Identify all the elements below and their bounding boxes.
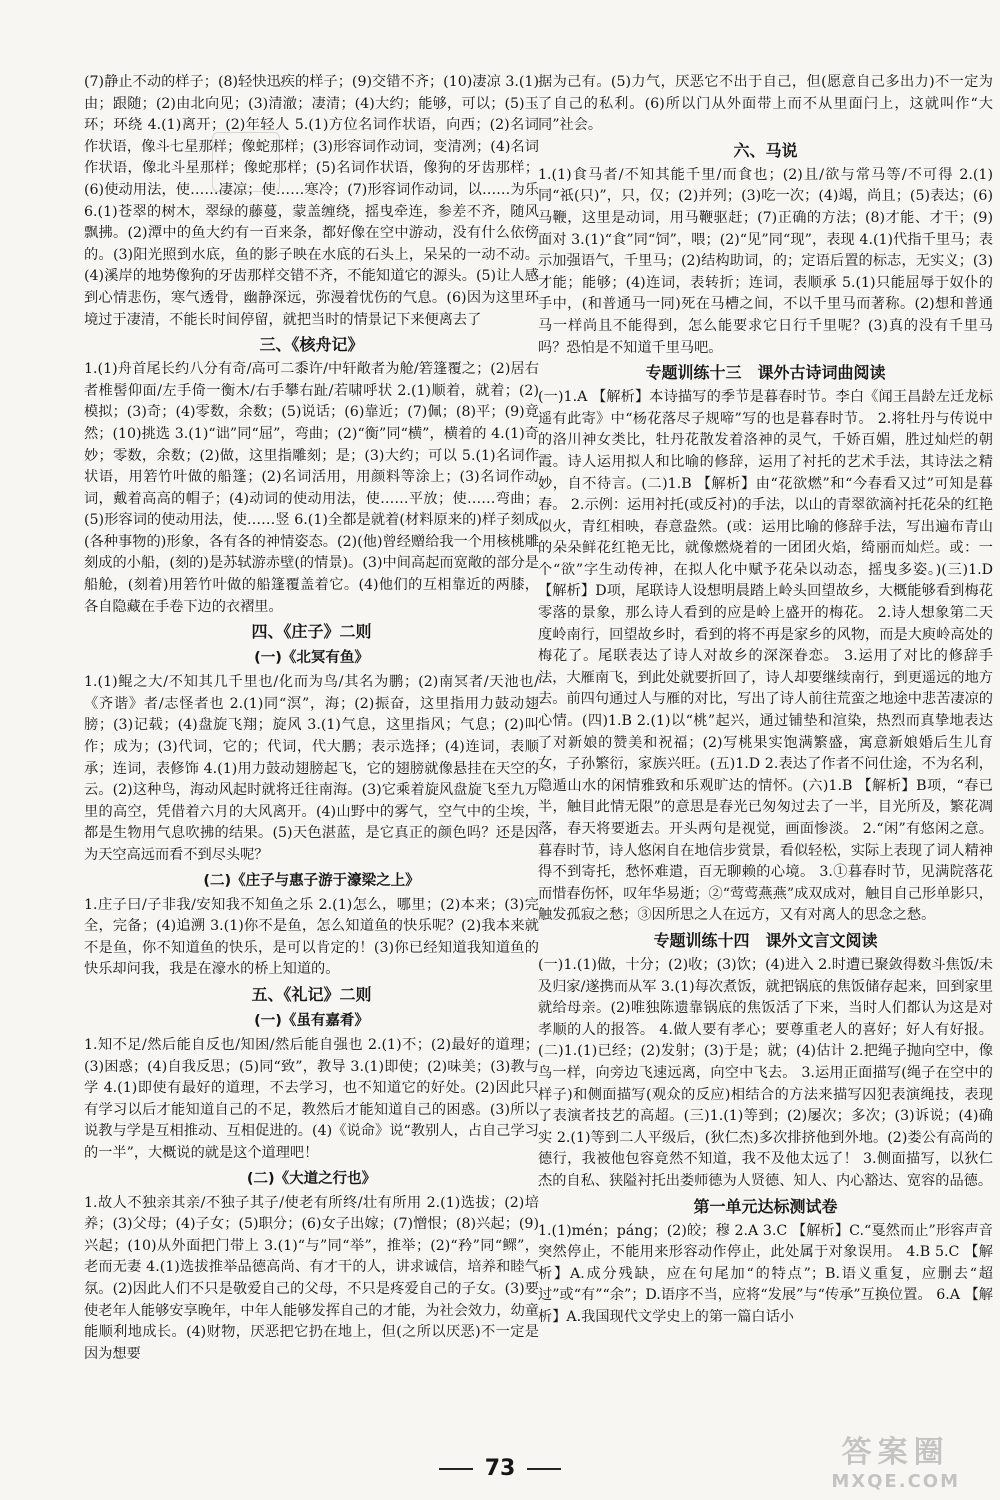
page-number-text: 73	[484, 1456, 516, 1481]
faded-stamp	[212, 132, 280, 192]
watermark-url: MXQE.COM	[831, 1471, 960, 1492]
section-heading: 四、《庄子》二则	[251, 622, 372, 642]
subsection-heading: (一)《北冥有鱼》	[254, 650, 369, 667]
section-heading: 六、马说	[733, 140, 798, 160]
answer-paragraph: 1.故人不独亲其亲/不独子其子/使老有所终/壮有所用 2.(1)选拔；(2)培养；(3)父母；(4)子女；(5)职分；(6)女子出嫁；(7)憎恨；(8)兴起；(9)兴起；(10)从外面把门带上 3.(1)“与”同“举”，推举；(2)“矜”同“鳏”，老而无妻 4.(1)选拔推举品德高尚、有才干的人，讲求诚信，培养和睦气氛。(2)因此人们不只是敬爱自己的父母，不只是疼爱自己的子女。(3)要使老年人能够安享晚年，中年人能够发挥自己的才能，为社会效力，幼童能顺利地成长。(4)财物，厌恶把它扔在地上，但(之所以厌恶)不一定是因为想要	[84, 1194, 539, 1362]
section-heading: 第一单元达标测试卷	[693, 1196, 838, 1216]
answer-paragraph: (一)1.(1)做，十分；(2)收；(3)饮；(4)进入 2.时遭已聚敛得数斗焦饭/未及归家/遂携而从军 3.(1)每次煮饭，就把锅底的焦饭储存起来，回到家里就给母亲。(2)唯独陈遗靠锅底的焦饭活了下来，当时人们都认为这是对孝顺的人的报答。 4.做人要有孝心；要尊重老人的喜好；好人有好报。(二)1.(1)已经；(2)发射；(3)于是；就；(4)估计 2.把绳子抛向空中，像鸟一样，向旁边飞速远离，向空中飞去。 3.运用正面描写(绳子在空中的样子)和侧面描写(观众的反应)相结合的方法来描写囚犯表演绳技，表现了表演者技艺的高超。(三)1.(1)等到；(2)屡次；多次；(3)诉说；(4)确实 2.(1)等到二人平级后，(狄仁杰)多次排挤他到外地。(2)娄公有高尚的德行，我被他包容竟然不知道，我不及他太远了！ 3.侧面描写，以狄仁杰的自私、狭隘衬托出娄师德为人贤德、知人、内心豁达、宽容的品德。	[538, 956, 993, 1189]
answer-paragraph: 1.知不足/然后能自反也/知困/然后能自强也 2.(1)不；(2)最好的道理；(3)困惑；(4)自我反思；(5)同“致”，教导 3.(1)即使；(2)味美；(3)教与学 4.(1)即使有最好的道理，不去学习，也不知道它的好处。(2)因此只有学习以后才能知道自己的不足，教然后才能知道自己的困惑。(3)所以说教与学是互相推动、互相促进的。(4)《说命》说“教别人，占自己学习的一半”，大概说的就是这个道理吧！	[84, 1036, 539, 1161]
right-column	[538, 72, 993, 1328]
answer-paragraph: 1.(1)mén；páng；(2)皎；穆 2.A 3.C 【解析】C.“戛然而止”形容声音突然停止，不能用来形容动作停止，此处属于对象误用。 4.B 5.C 【解析】A.成分残缺，应在句尾加“的特点”；B.语义重复，应删去“超过”或“有”“余”；D.语序不当，应将“发展”与“传承”互换位置。 6.A 【解析】A.我国现代文学史上的第一篇白话小	[538, 1222, 993, 1325]
answer-paragraph: (7)静止不动的样子；(8)轻快迅疾的样子；(9)交错不齐；(10)凄凉 3.(1)由；跟随；(2)由北向见；(3)清澈；凄清；(4)大约；能够，可以；(5)玉环；环绕 4.(1)离开；(2)年轻人 5.(1)方位名词作状语，向西；(2)名词作状语，像斗七星那样；像蛇那样；(3)形容词作动词，变清冽；(4)名词作状语，像北斗星那样；像蛇那样；(5)名词作状语，像狗的牙齿那样；(6)使动用法，使……凄凉；使……寒冷；(7)形容词作动词，以……为乐 6.(1)苍翠的树木，翠绿的藤蔓，蒙盖缠绕，摇曳牵连，参差不齐，随风飘拂。(2)潭中的鱼大约有一百来条，都好像在空中游动，没有什么依傍的。(3)阳光照到水底，鱼的影子映在水底的石头上，呆呆的一动不动。(4)溪岸的地势像狗的牙齿那样交错不齐，不能知道它的源头。(5)让人感到心情悲伤，寒气透骨，幽静深远，弥漫着忧伤的气息。(6)因为这里环境过于凄清，不能长时间停留，就把当时的情景记下来便离去了	[84, 74, 539, 328]
section-heading: 三、《核舟记》	[259, 335, 364, 355]
subsection-heading: (一)《虽有嘉肴》	[254, 1012, 369, 1029]
answer-paragraph: (一)1.A 【解析】本诗描写的季节是暮春时节。李白《闻王昌龄左迁龙标遥有此寄》中“杨花落尽子规啼”写的也是暮春时节。 2.将牡丹与传说中的洛川神女类比，牡丹花散发着洛神的灵气，千娇百媚，胜过灿烂的朝霞。诗人运用拟人和比喻的修辞，运用了衬托的艺术手法，其诗法之精妙，自不待言。(二)1.B 【解析】由“花欲燃”和“今春看又过”可知是暮春。 2.示例：运用衬托(或反衬)的手法，以山的青翠欲滴衬托花朵的红艳似火，青红相映，春意盎然。(或：运用比喻的修辞手法，写出遍布青山的朵朵鲜花红艳无比，就像燃烧着的一团团火焰，绮丽而灿烂。或：一个“欲”字生动传神，在拟人化中赋予花朵以动态，摇曳多姿。)(三)1.D 【解析】D项，尾联诗人设想明晨踏上岭头回望故乡，大概能够看到梅花零落的景象，那么诗人看到的应是岭上盛开的梅花。 2.诗人想象第二天度岭南行，回望故乡时，看到的将不再是家乡的风物，而是大庾岭高处的梅花了。尾联表达了诗人对故乡的深深眷恋。 3.运用了对比的修辞手法，大雁南飞，到此处就要折回了，诗人却要继续南行，到更遥远的地方去。前四句通过人与雁的对比，写出了诗人前往荒蛮之地途中悲苦凄凉的心情。(四)1.B 2.(1)以“桃”起兴，通过铺垫和渲染，热烈而真挚地表达了对新娘的赞美和祝福；(2)写桃果实饱满繁盛，寓意新娘婚后生儿育女，子孙繁衍，家族兴旺。(五)1.D 2.表达了作者不问仕途，不为名利，隐遁山水的闲情雅致和乐观旷达的情怀。(六)1.B 【解析】B项，“春已半，触目此情无限”的意思是春光已匆匆过去了一半，目光所及，繁花凋落，春天将要逝去。开头两句是视觉，画面惨淡。 2.“闲”有悠闲之意。暮春时节，诗人悠闲自在地信步赏景，看似轻松，实际上表现了词人精神得不到寄托，愁怀难遣，百无聊赖的心境。 3.①暮春时节，见满院落花而惜春伤怀，叹年华易逝；②“莺莺燕燕”成双成对，触目自己形单影只，触发孤寂之愁；③因所思之人在远方，又有对离人的思念之愁。	[538, 389, 993, 924]
section-heading: 五、《礼记》二则	[251, 984, 372, 1004]
dash-left	[439, 1468, 473, 1470]
watermark	[831, 1427, 960, 1492]
answer-paragraph: 1.(1)鲲之大/不知其几千里也/化而为鸟/其名为鹏；(2)南冥者/天池也/《齐谐》者/志怪者也 2.(1)同“溟”，海；(2)振奋，这里指用力鼓动翅膀；(3)记载；(4)盘旋飞翔；旋风 3.(1)气息，这里指风；气息；(2)叫作；成为；(3)代词，它的；代词，代大鹏；表示选择；(4)连词，表顺承；连词，表修饰 4.(1)用力鼓动翅膀起飞，它的翅膀就像悬挂在天空的云。(2)这种鸟，海动风起时就将迁往南海。(3)它乘着旋风盘旋飞至九万里的高空，凭借着六月的大风离开。(4)山野中的雾气，空气中的尘埃，都是生物用气息吹拂的结果。(5)天色湛蓝，是它真正的颜色吗？还是因为天空高远而看不到尽头呢？	[84, 674, 539, 863]
answer-paragraph: 1.(1)舟首尾长约八分有奇/高可二黍许/中轩敞者为舱/箬篷覆之；(2)居右者椎髻仰面/左手倚一衡木/右手攀右趾/若啸呼状 2.(1)顺着，就着；(2)模拟；(3)奇；(4)零数，余数；(5)说话；(6)靠近；(7)佩；(8)平；(9)竟然；(10)挑选 3.(1)“诎”同“屈”，弯曲；(2)“衡”同“横”，横着的 4.(1)奇妙；零数，余数；(2)做，这里指雕刻；是；(3)大约；可以 5.(1)名词作状语，用箬竹叶做的船篷；(2)名词活用，用颜料等涂上；(3)名词作动词，戴着高高的帽子；(4)动词的使动用法，使……平放；使……弯曲；(5)形容词的使动用法，使……竖 6.(1)全都是就着(材料原来的)样子刻成(各种事物的)形象，各有各的神情姿态。(2)(他)曾经赠给我一个用核桃雕刻成的小船，(刻的)是苏轼游赤壁(的情景)。(3)中间高起而宽敞的部分是船舱，(刻着)用箬竹叶做的船篷覆盖着它。(4)他们的互相靠近的两膝，各自隐藏在手卷下边的衣褶里。	[84, 361, 539, 615]
subsection-heading: (二)《大道之行也》	[246, 1170, 377, 1187]
answer-paragraph: 1.(1)食马者/不知其能千里/而食也；(2)且/欲与常马等/不可得 2.(1)同“祇(只)”，只，仅；(2)并列；(3)吃一次；(4)竭，尚且；(5)表达；(6)马鞭，这里是动词，用马鞭驱赶；(7)正确的方法；(8)才能、才干；(9)面对 3.(1)“食”同“饲”，喂；(2)“见”同“现”，表现 4.(1)代指千里马；表示加强语气，千里马；(2)结构助词，的；定语后置的标志，无实义；(3)才能；能够；(4)连词，表转折；连词，表顺承 5.(1)只能屈辱于奴仆的手中，(和普通马一同)死在马槽之间，不以千里马而著称。(2)想和普通马一样尚且不能得到，怎么能要求它日行千里呢？(3)真的没有千里马吗？恐怕是不知道千里马吧。	[538, 166, 993, 356]
section-heading: 专题训练十三 课外古诗词曲阅读	[645, 363, 886, 383]
dash-right	[527, 1468, 561, 1470]
section-heading: 专题训练十四 课外文言文阅读	[653, 930, 878, 950]
answer-paragraph: 据为己有。(5)力气，厌恶它不出于自己，但(愿意自己多出力)不一定为了自己的私利。(6)所以门从外面带上而不从里面闩上，这就叫作“大同”社会。	[538, 74, 993, 134]
answer-paragraph: 1.庄子曰/子非我/安知我不知鱼之乐 2.(1)怎么，哪里；(2)本来；(3)完全，完备；(4)追溯 3.(1)你不是鱼，怎么知道鱼的快乐呢？(2)我本来就不是鱼，你不知道鱼的快乐，是可以肯定的！(3)你已经知道我知道鱼的快乐却问我，我是在濠水的桥上知道的。	[84, 896, 539, 978]
subsection-heading: (二)《庄子与惠子游于濠梁之上》	[203, 872, 420, 889]
left-column	[84, 72, 539, 1365]
watermark-logo: 答案圈	[841, 1435, 950, 1470]
